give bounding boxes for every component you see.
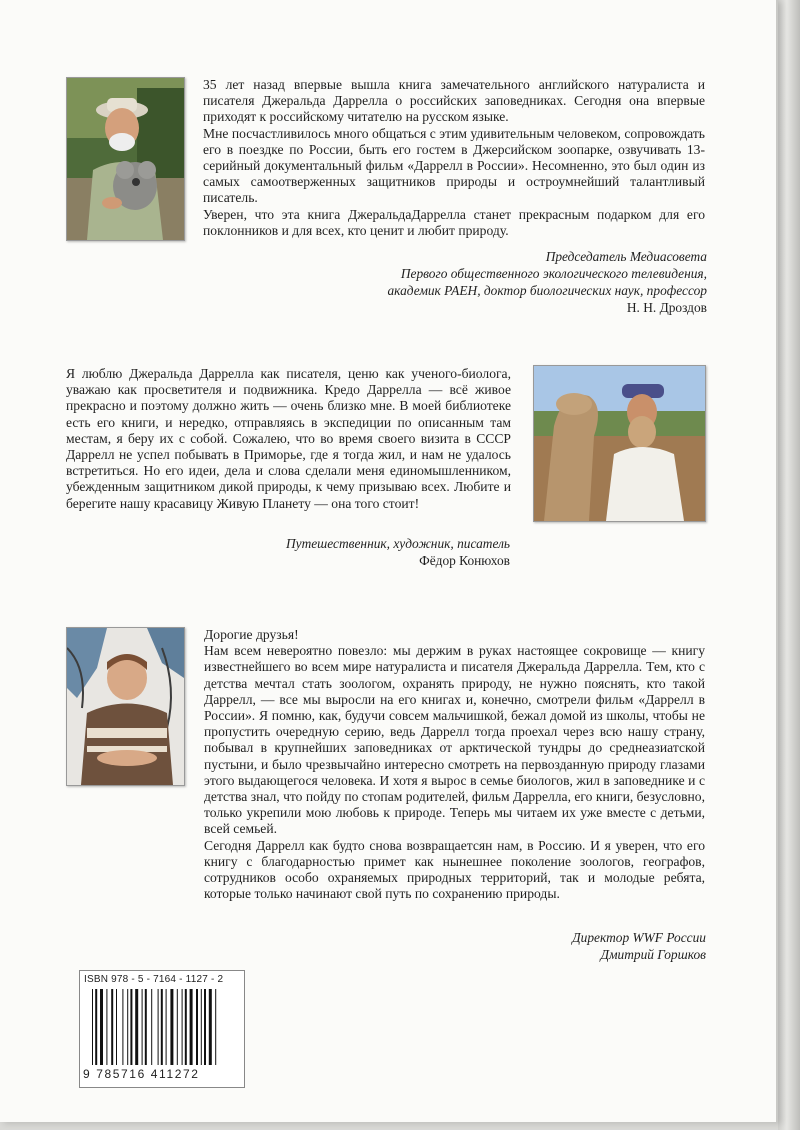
barcode-bar [204,989,206,1065]
gorshkov-signature [400,929,706,963]
isbn-label: ISBN 978 - 5 - 7164 - 1127 - 2 [84,974,224,985]
photo-drozdov-image [67,78,184,240]
barcode-bar [142,989,143,1065]
signature-line: Председатель Медиасовета [545,249,707,264]
photo-konyukhov-image [534,366,705,521]
photo-drozdov [66,77,185,241]
signature-line: Дмитрий Горшков [600,947,706,962]
barcode-bar [166,989,167,1065]
barcode-bar [135,989,138,1065]
konyukhov-text [66,366,511,512]
drozdov-paragraph: Уверен, что эта книга ДжеральдаДаррелла станет прекрасным подарком для его поклонников и для всех, кто ценит и любит природу. [203,206,705,238]
barcode-bar [158,989,159,1065]
barcode-bar [130,989,132,1065]
barcode-bar [209,989,212,1065]
signature-line: академик РАЕН, доктор биологических наук, профессор [387,283,707,298]
gorshkov-text [204,627,705,902]
drozdov-paragraph: 35 лет назад впервые вышла книга замечательного английского натуралиста и писателя Джеральда Даррелла о российских заповедниках. Сегодня она впервые приходят к российскому читателю на русском языке. [203,77,705,125]
photo-konyukhov [533,365,706,522]
signature-line: Путешественник, художник, писатель [285,536,510,551]
barcode-bar [170,989,173,1065]
barcode-bar [215,989,216,1065]
signature-line: Первого общественного экологического телевидения, [400,266,707,281]
barcode-bar [190,989,193,1065]
signature-name: Фёдор Конюхов [419,553,510,568]
cover-edge [778,0,800,1130]
photo-gorshkov-image [67,628,184,785]
barcode-bar [177,989,178,1065]
signature-line: Директор WWF России [572,930,706,945]
barcode-bar [106,989,107,1065]
barcode-bar [116,989,117,1065]
barcode-bar [185,989,187,1065]
signature-name: Н. Н. Дроздов [626,300,707,315]
gorshkov-paragraph: Сегодня Даррелл как будто снова возвращаетсян нам, в Россию. И я уверен, что его книгу с благодарностью примет как нынешнее поколение зоологов, географов, сотрудников особо охраняемых природных территорий, так и молодые ребята, которые только начинают свой путь по сохранению природы. [204,837,705,902]
barcode-bar [196,989,198,1065]
barcode-bar [111,989,113,1065]
drozdov-paragraph: Мне посчастливилось много общаться с этим удивительным человеком, сопровождать его в поездке по России, быть его гостем в Джерсийском зоопарке, озвучивать 13-серийный документальный фильм «Даррелл в России». Несомненно, это был один из самых самоотверженных защитников природы и остроумнейший талантливый писатель. [203,125,705,206]
drozdov-signature [260,248,707,316]
barcode-bar [145,989,147,1065]
barcode-bar [201,989,202,1065]
barcode-bar [127,989,128,1065]
drozdov-text [203,77,705,239]
barcode-bars [92,989,237,1069]
barcode-bar [95,989,97,1065]
barcode-bar [151,989,152,1065]
barcode-bar [122,989,123,1065]
gorshkov-paragraph: Нам всем невероятно повезло: мы держим в руках настоящее сокровище — книгу известнейшего во всем мире натуралиста и писателя Джеральда Даррелла. Тем, кто с детства мечтал стать зоологом, охранять природу, не нужно пояснять, кто такой Даррелл, — все мы выросли на его книгах и, конечно, смотрели фильм «Даррелл в России». Я помню, как, будучи совсем мальчишкой, бежал домой из школы, чтобы не пропустить очередную серию, ведь Даррелл тогда проехал через всю нашу страну, побывал в крупнейших заповедниках от арктической тундры до среднеазиатской пустыни, и было чрезвычайно интересно смотреть на первозданную природу глазами этого выдающегося человека. И хотя я вырос в семье биологов, жил в заповеднике и с детства знал, что пойду по стопам родителей, фильм Даррелла, его книги, безусловно, только укрепили мою любовь к природе. Теперь мы читаем их уже вместе с детьми, всей семьей. [204,643,705,837]
photo-gorshkov [66,627,185,786]
gorshkov-paragraph: Дорогие друзья! [204,627,299,642]
isbn-barcode-box [79,970,245,1088]
barcode-digits: 9 785716 411272 [83,1067,200,1081]
konyukhov-paragraph: Я люблю Джеральда Даррелла как писателя, ценю как ученого-биолога, уважаю как просветителя и подвижника. Кредо Даррелла — всё живое прекрасно и поэтому должно жить — очень близко мне. В моей библиотеке есть его книги, и нередко, отправляясь в экспедиции по описанным там местам, я беру их с собой. Сожалею, что во время своего визита в СССР Даррелл не успел побывать в Приморье, где я тогда жил, и нам не удалось встретиться. Но его идеи, дела и слова сделали меня единомышленником, убежденным защитником дикой природы, к чему призываю всех. Любите и берегите нашу красавицу Живую Планету — она того стоит! [66,366,511,511]
barcode-bar [182,989,183,1065]
barcode-bar [100,989,103,1065]
konyukhov-signature [200,535,510,569]
barcode-bar [161,989,163,1065]
barcode-bar [92,989,93,1065]
